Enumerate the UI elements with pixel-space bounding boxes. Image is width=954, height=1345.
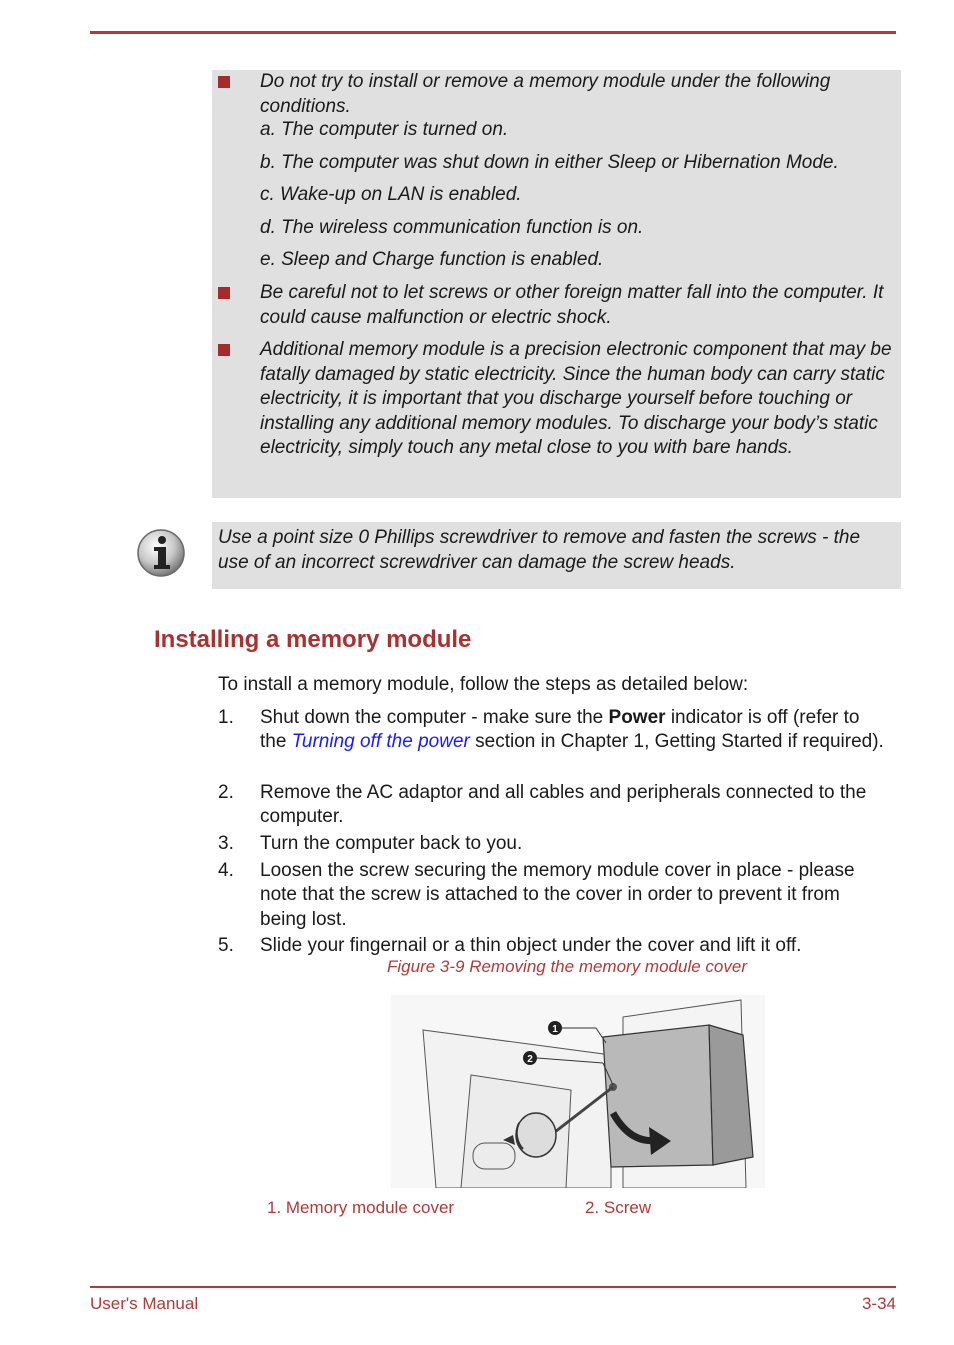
caution-item: Do not try to install or remove a memory module under the following conditions. — [260, 71, 831, 117]
section-title: Installing a memory module — [154, 626, 472, 653]
note-box — [212, 522, 901, 589]
step-number: 5. — [218, 935, 234, 956]
footer-rule — [90, 1286, 896, 1288]
memory-cover-illustration — [391, 995, 765, 1188]
condition-d: d. The wireless communication function is on. — [260, 217, 644, 238]
page-number: 3-34 — [861, 1294, 896, 1313]
condition-c: c. Wake-up on LAN is enabled. — [260, 184, 522, 205]
step-text: Loosen the screw securing the memory module cover in place - please note that the screw is attached to the cover in order to prevent it from being lost. — [260, 860, 855, 930]
note-text: Use a point size 0 Phillips screwdriver to remove and fasten the screws - the use of an incorrect screwdriver can damage the screw heads. — [218, 527, 861, 573]
step-number: 1. — [218, 707, 234, 728]
step-text: Remove the AC adaptor and all cables and peripherals connected to the computer. — [260, 782, 867, 828]
legend-memory-cover: 1. Memory module cover — [267, 1198, 455, 1217]
step-text: Slide your fingernail or a thin object under the cover and lift it off. — [260, 935, 802, 956]
callout-1: 1 — [552, 1024, 558, 1035]
condition-b: b. The computer was shut down in either Sleep or Hibernation Mode. — [260, 152, 839, 173]
caution-item: Additional memory module is a precision electronic component that may be fatally damaged by static electricity. Since the human body can carry static electricity, it is important that you discharge yourself before touching or installing any additional memory modules. To discharge your body’s static electricity, simply touch any metal close to you with bare hands. — [260, 339, 892, 458]
step-text: Turn the computer back to you. — [260, 833, 523, 854]
bullet-icon — [218, 76, 230, 88]
callout-2: 2 — [527, 1054, 533, 1065]
step-number: 3. — [218, 833, 234, 854]
step-text: Shut down the computer - make sure the Power indicator is off (refer to the Turning off the power section in Chapter 1, Getting Started if required). — [260, 707, 884, 753]
header-rule — [90, 31, 896, 34]
intro-text: To install a memory module, follow the steps as detailed below: — [218, 674, 749, 695]
condition-a: a. The computer is turned on. — [260, 119, 509, 140]
bullet-icon — [218, 287, 230, 299]
caution-box — [212, 70, 901, 498]
footer-title: User's Manual — [90, 1294, 199, 1313]
condition-e: e. Sleep and Charge function is enabled. — [260, 249, 604, 270]
step-number: 4. — [218, 860, 234, 881]
legend-screw: 2. Screw — [585, 1198, 652, 1217]
bullet-icon — [218, 344, 230, 356]
turning-off-power-link[interactable]: Turning off the power — [291, 731, 470, 753]
info-icon — [136, 528, 186, 578]
caution-item: Be careful not to let screws or other foreign matter fall into the computer. It could cause malfunction or electric shock. — [260, 282, 884, 328]
power-label: Power — [608, 707, 666, 728]
step-number: 2. — [218, 782, 234, 803]
figure-caption: Figure 3-9 Removing the memory module cover — [387, 957, 747, 976]
